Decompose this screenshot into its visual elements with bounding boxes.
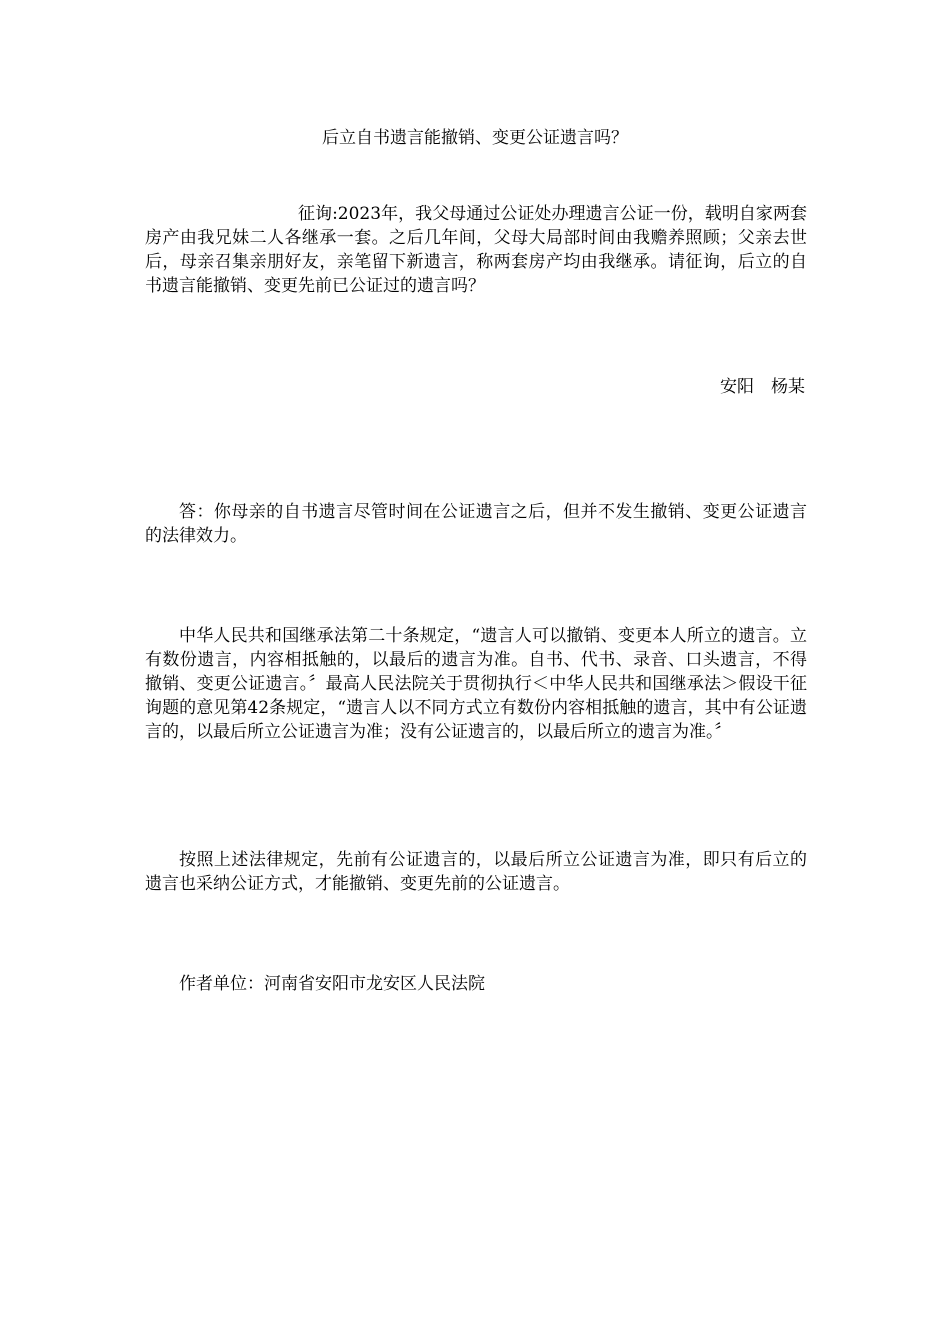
document-title: 后立自书遗言能撤销、变更公证遗言吗？ [322, 128, 628, 148]
author-unit: 作者单位：河南省安阳市龙安区人民法院 [179, 974, 485, 994]
answer-conclusion-paragraph: 按照上述法律规定，先前有公证遗言的，以最后所立公证遗言为准，即只有后立的遗言也采纳公证方式，才能撤销、变更先前的公证遗言。 [145, 850, 807, 894]
answer-law-paragraph: 中华人民共和国继承法第二十条规定，“遗言人可以撤销、变更本人所立的遗言。立有数份遗言，内容相抵触的，以最后的遗言为准。自书、代书、录音、口头遗言，不得撤销、变更公证遗言。〞最高人民法院关于贯彻执行＜中华人民共和国继承法＞假设干征询题的意见第42条规定，“遗言人以不同方式立有数份内容相抵触的遗言，其中有公证遗言的，以最后所立公证遗言为准；没有公证遗言的，以最后所立的遗言为准。〞 [145, 626, 807, 742]
answer-intro-paragraph: 答：你母亲的自书遗言尽管时间在公证遗言之后，但并不发生撤销、变更公证遗言的法律效力。 [145, 502, 807, 546]
question-paragraph: 征询:2023年，我父母通过公证处办理遗言公证一份，载明自家两套房产由我兄妹二人各继承一套。之后几年间，父母大局部时间由我赡养照顾；父亲去世后，母亲召集亲朋好友，亲笔留下新遗言，称两套房产均由我继承。请征询，后立的自书遗言能撤销、变更先前已公证过的遗言吗？ [145, 204, 807, 296]
signature: 安阳 杨某 [720, 377, 805, 397]
